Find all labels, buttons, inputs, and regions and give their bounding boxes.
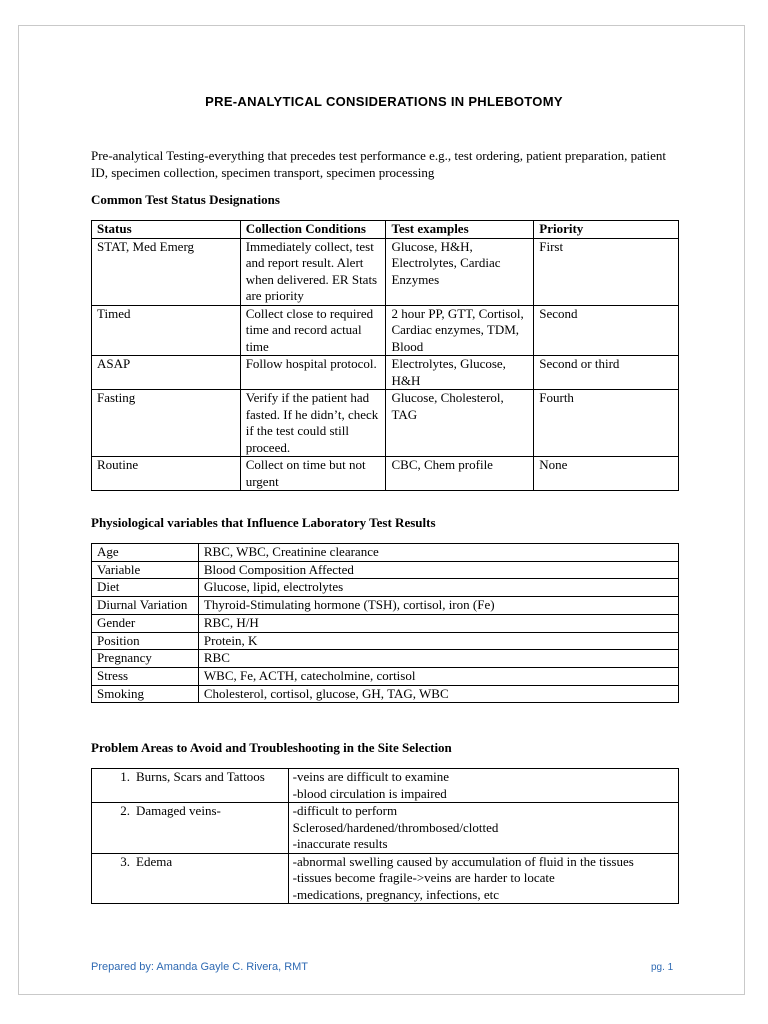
physio-section-heading: Physiological variables that Influence Laboratory Test Results [91,515,436,530]
priority-cell: First [534,238,679,305]
notes-cell [288,853,678,904]
variable-cell: Pregnancy [92,650,199,668]
table-row [92,853,679,904]
note-line: -abnormal swelling caused by accumulation of fluid in the tissues [292,853,634,869]
table-row [92,614,679,632]
list-number: 1. [120,769,130,784]
table-row [92,597,679,615]
variable-cell: Age [92,544,199,562]
notes-cell [288,769,678,803]
table-row [92,579,679,597]
effect-cell: Protein, K [198,632,678,650]
note-line: Sclerosed/hardened/thrombosed/clotted [292,819,499,835]
priority-cell: Fourth [534,390,679,457]
status-cell: Fasting [92,390,241,457]
examples-cell: Glucose, Cholesterol, TAG [386,390,534,457]
variable-cell: Position [92,632,199,650]
effect-cell: Blood Composition Affected [198,561,678,579]
priority-cell: Second [534,305,679,356]
prepared-by-footer: Prepared by: Amanda Gayle C. Rivera, RMT [91,961,309,973]
table-row [92,667,679,685]
notes-cell [288,803,678,854]
status-cell: ASAP [92,356,241,390]
table-row [92,650,679,668]
area-cell [92,853,289,904]
table-row [92,561,679,579]
table-row [92,238,679,305]
note-line: -inaccurate results [292,836,388,851]
variable-cell: Diurnal Variation [92,597,199,615]
variable-cell: Gender [92,614,199,632]
table-row [92,632,679,650]
table-row [92,457,679,491]
table-row [92,769,679,803]
area-cell [92,803,289,854]
effect-cell: WBC, Fe, ACTH, catecholmine, cortisol [198,667,678,685]
physio-table [91,543,679,703]
area-label: Damaged veins- [136,803,221,818]
priority-cell: None [534,457,679,491]
conditions-cell: Collect on time but not urgent [240,457,386,491]
column-header: Collection Conditions [240,221,386,239]
effect-cell: Glucose, lipid, electrolytes [198,579,678,597]
note-line: -difficult to perform [292,803,398,818]
note-line: -tissues become fragile->veins are harder to locate [292,870,555,885]
table-header-row [92,221,679,239]
variable-cell: Stress [92,667,199,685]
column-header: Test examples [386,221,534,239]
list-number: 3. [120,853,130,869]
effect-cell: Cholesterol, cortisol, glucose, GH, TAG, WBC [198,685,678,703]
list-number: 2. [120,803,130,818]
intro-paragraph: Pre-analytical Testing-everything that precedes test performance e.g., test ordering, patient preparation, patient ID, specimen collection, specimen transport, specimen processing [91,148,666,180]
problem-section-heading: Problem Areas to Avoid and Troubleshooting in the Site Selection [91,740,452,755]
area-cell [92,769,289,803]
page-number: pg. 1 [651,962,674,973]
conditions-cell: Follow hospital protocol. [240,356,386,390]
note-line: -medications, pregnancy, infections, etc [292,886,499,902]
table-row [92,305,679,356]
note-line: -veins are difficult to examine [292,769,450,784]
effect-cell: RBC, WBC, Creatinine clearance [198,544,678,562]
status-cell: Routine [92,457,241,491]
table-row [92,390,679,457]
variable-cell: Variable [92,561,199,579]
table-row [92,356,679,390]
conditions-cell: Collect close to required time and record actual time [240,305,386,356]
examples-cell: Glucose, H&H, Electrolytes, Cardiac Enzymes [386,238,534,305]
column-header: Priority [534,221,679,239]
conditions-cell: Immediately collect, test and report result. Alert when delivered. ER Stats are priority [240,238,386,305]
status-cell: STAT, Med Emerg [92,238,241,305]
status-section-heading: Common Test Status Designations [91,192,280,207]
examples-cell: Electrolytes, Glucose, H&H [386,356,534,390]
table-row [92,685,679,703]
variable-cell: Diet [92,579,199,597]
area-label: Edema [136,853,173,869]
effect-cell: Thyroid-Stimulating hormone (TSH), cortisol, iron (Fe) [198,597,678,615]
document-title: PRE-ANALYTICAL CONSIDERATIONS IN PHLEBOTOMY [205,94,563,109]
area-label: Burns, Scars and Tattoos [136,769,265,784]
status-table [91,220,679,491]
effect-cell: RBC, H/H [198,614,678,632]
table-row [92,803,679,854]
conditions-cell: Verify if the patient had fasted. If he didn’t, check if the test could still proceed. [240,390,386,457]
examples-cell: CBC, Chem profile [386,457,534,491]
note-line: -blood circulation is impaired [292,785,447,801]
variable-cell: Smoking [92,685,199,703]
examples-cell: 2 hour PP, GTT, Cortisol, Cardiac enzymes, TDM, Blood [386,305,534,356]
column-header: Status [92,221,241,239]
status-cell: Timed [92,305,241,356]
problem-table [91,768,679,904]
table-row [92,544,679,562]
effect-cell: RBC [198,650,678,668]
priority-cell: Second or third [534,356,679,390]
